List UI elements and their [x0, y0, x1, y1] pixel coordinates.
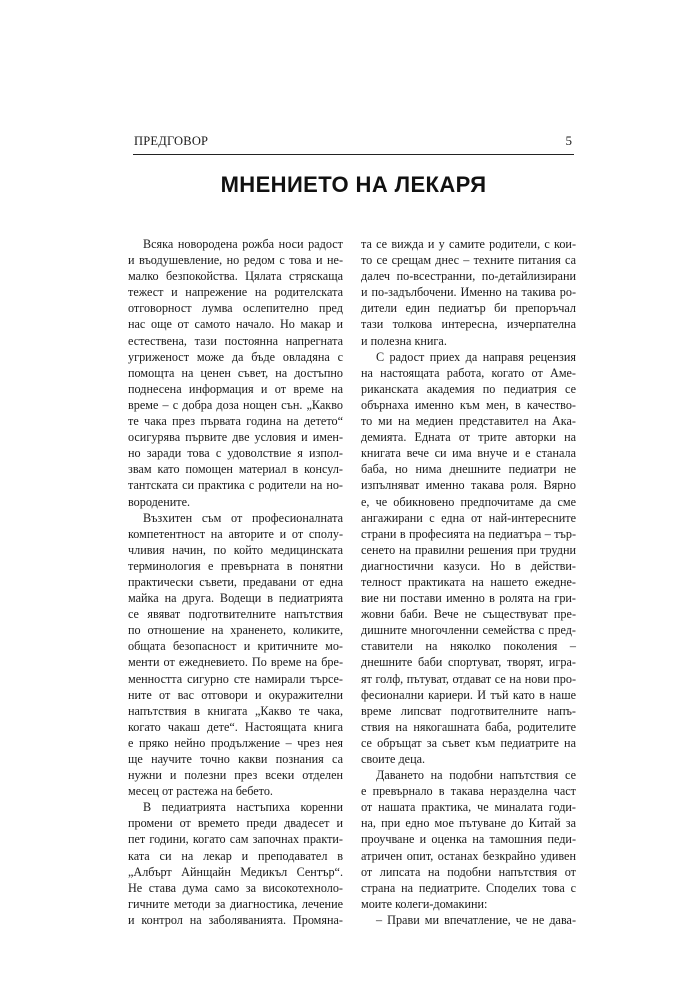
- text-line: пет години, когато сам започнах практи-: [128, 832, 343, 847]
- text-line: атричен опит, останах безкрайно удивен: [361, 848, 576, 863]
- text-line: телност практиката на нашето ежедне-: [361, 574, 576, 589]
- text-line: и въодушевление, но редом с това и не-: [128, 253, 343, 268]
- header-rule: [133, 154, 574, 155]
- text-line: се явяват подготвителните напътствия: [128, 607, 343, 622]
- text-line: и полезна книга.: [361, 333, 447, 348]
- text-line: диагностични казуси. Но в действи-: [361, 558, 576, 573]
- text-line: то се срещам днес – техните питания са: [361, 253, 576, 268]
- text-line: гичните методи за диагностика, лечение: [128, 896, 343, 911]
- text-line: страни в професията на педиатъра – тър-: [361, 526, 576, 541]
- text-line: тантската си практика с родители на но-: [128, 478, 343, 493]
- text-line: Всяка новородена рожба носи радост: [143, 237, 343, 251]
- text-line: обърнаха именно към мен, в качество-: [361, 397, 576, 412]
- text-line: книгата вече си има внуче и е станала: [361, 446, 576, 461]
- text-line: вие ни постави именно в ролята на гри-: [361, 591, 576, 606]
- text-line: но заради това с удоволствие я изпол-: [128, 446, 343, 461]
- text-line: тази толкова интересна, изчерпателна: [361, 317, 576, 332]
- text-line: естествена, тази постоянна напрегната: [128, 333, 343, 348]
- text-line: време – с добра доза нощен сън. „Какво: [128, 397, 343, 412]
- text-line: дители един педиатър би препоръчал: [361, 301, 576, 316]
- text-line: е, че обикновено предпочитаме да сме: [361, 494, 576, 509]
- text-line: звам като помощен материал в консул-: [128, 462, 343, 477]
- text-line: изпълняват именно такава роля. Вярно: [361, 478, 576, 493]
- text-line: по отношение на храненето, коликите,: [128, 623, 343, 638]
- running-head: [133, 132, 574, 154]
- text-line: жовни баби. Вече не съществуват пре-: [361, 607, 576, 622]
- text-line: моите колеги-домакини:: [361, 896, 488, 911]
- text-line: нас още от самото начало. Но макар и: [128, 317, 343, 332]
- text-line: вородените.: [128, 494, 191, 509]
- text-line: страна на педиатрите. Споделих това с: [361, 880, 576, 895]
- text-line: Не става дума само за високотехноло-: [128, 880, 343, 895]
- text-line: промени от времето преди двадесет и: [128, 816, 343, 831]
- text-line: отговорност лумва ослепително пред: [128, 301, 343, 316]
- text-line: нужни и полезни през всеки отделен: [128, 768, 343, 783]
- text-line: тежест и напрежение на родителската: [128, 285, 343, 300]
- text-line: проучване и оценка на тамошния педи-: [361, 832, 576, 847]
- text-line: сенето на правилни решения при трудни: [361, 542, 576, 557]
- text-line: В педиатрията настъпиха коренни: [143, 800, 343, 815]
- text-line: Възхитен съм от професионалната: [143, 510, 343, 525]
- text-line: баба, но нима днешните педиатри не: [361, 462, 576, 477]
- left-text-column: [128, 236, 343, 928]
- text-line: ствия на някогашната баба, родителите: [361, 719, 576, 734]
- text-line: напътствия в книгата „Какво те чака,: [128, 703, 343, 718]
- text-line: – Прави ми впечатление, че не дава-: [376, 912, 576, 927]
- text-line: ните от вас отговори и окуражителни: [128, 687, 343, 702]
- text-line: Даването на подобни напътствия се: [376, 768, 576, 783]
- text-line: ката си на лекар и преподавател в: [128, 848, 343, 863]
- text-line: се обръщат за съвет към педиатрите на: [361, 735, 576, 750]
- text-line: те чака през първата година на детето“: [128, 414, 343, 429]
- text-line: своите деца.: [361, 752, 426, 766]
- text-line: риканската академия по педиатрия се: [361, 381, 576, 396]
- text-line: на настоящата работа, когато от Аме-: [361, 365, 576, 380]
- text-line: та се вижда и у самите родители, с кои-: [361, 237, 576, 251]
- text-line: от нашата практика, че миналата годи-: [361, 800, 576, 815]
- text-line: терминология е превърната в понятни: [128, 558, 343, 573]
- text-line: от липсата на подобни напътствия от: [361, 864, 576, 879]
- page-number: 5: [565, 133, 572, 148]
- text-line: е превърнало в такава неразделна част: [361, 784, 576, 799]
- text-line: менността сигурно сте намирали търсе-: [128, 671, 343, 686]
- text-line: фесионални кариери. И тъй като в наше: [361, 687, 576, 702]
- right-text-column: [361, 236, 576, 928]
- text-line: ставители на няколко поколения –: [361, 639, 576, 654]
- text-line: е пряко нейно продължение – чрез нея: [128, 735, 343, 750]
- text-line: чливия начин, по който медицинската: [128, 542, 343, 557]
- text-line: „Албърт Айнщайн Медикъл Сентър“.: [128, 864, 343, 879]
- text-line: угриженост може да бъде овладяна с: [128, 349, 343, 364]
- text-line: на, при едно мое пътуване до Китай за: [361, 816, 576, 831]
- text-line: ят голф, пътуват, отдават се на нови про-: [361, 671, 576, 686]
- text-line: помощта на ценен съвет, на достъпно: [128, 365, 343, 380]
- section-title: ПРЕДГОВОР: [134, 134, 209, 148]
- text-line: то ми на медиен представител на Ака-: [361, 414, 576, 429]
- text-line: майка на друга. Водещи в педиатрията: [128, 591, 343, 606]
- text-line: демията. Едната от трите авторки на: [361, 430, 576, 445]
- text-line: осигурява първите две условия и имен-: [128, 430, 343, 445]
- text-line: практически съвети, предавани от една: [128, 574, 343, 589]
- text-line: общата безопасност и критичните мо-: [128, 639, 343, 654]
- text-line: поднесена информация и от време на: [128, 381, 343, 396]
- text-line: когато чакаш дете“. Настоящата книга: [128, 719, 343, 734]
- text-line: ще научите точно какви познания са: [128, 752, 343, 766]
- text-line: месец от растежа на бебето.: [128, 784, 273, 799]
- text-line: далеч по-всестранни, по-детайлизирани: [361, 269, 576, 284]
- text-line: и по-задълбочени. Именно на такива ро-: [361, 285, 576, 300]
- text-line: днешните баби спортуват, творят, игра-: [361, 655, 576, 670]
- text-line: менти от ежедневието. По време на бре-: [128, 655, 343, 670]
- text-line: компетентност на авторите и от сполу-: [128, 526, 343, 541]
- text-line: малко безпокойства. Цялата стряскаща: [128, 269, 343, 284]
- text-line: ангажирани с една от най-интересните: [361, 510, 576, 525]
- text-line: и контрол на заболяванията. Промяна-: [128, 912, 343, 927]
- text-line: дишните многочленни семейства с пред-: [361, 623, 576, 638]
- text-line: С радост приех да направя рецензия: [376, 349, 576, 364]
- text-line: време липсват подготвителните напъ-: [361, 703, 576, 718]
- chapter-title: МНЕНИЕТО НА ЛЕКАРЯ: [220, 172, 487, 197]
